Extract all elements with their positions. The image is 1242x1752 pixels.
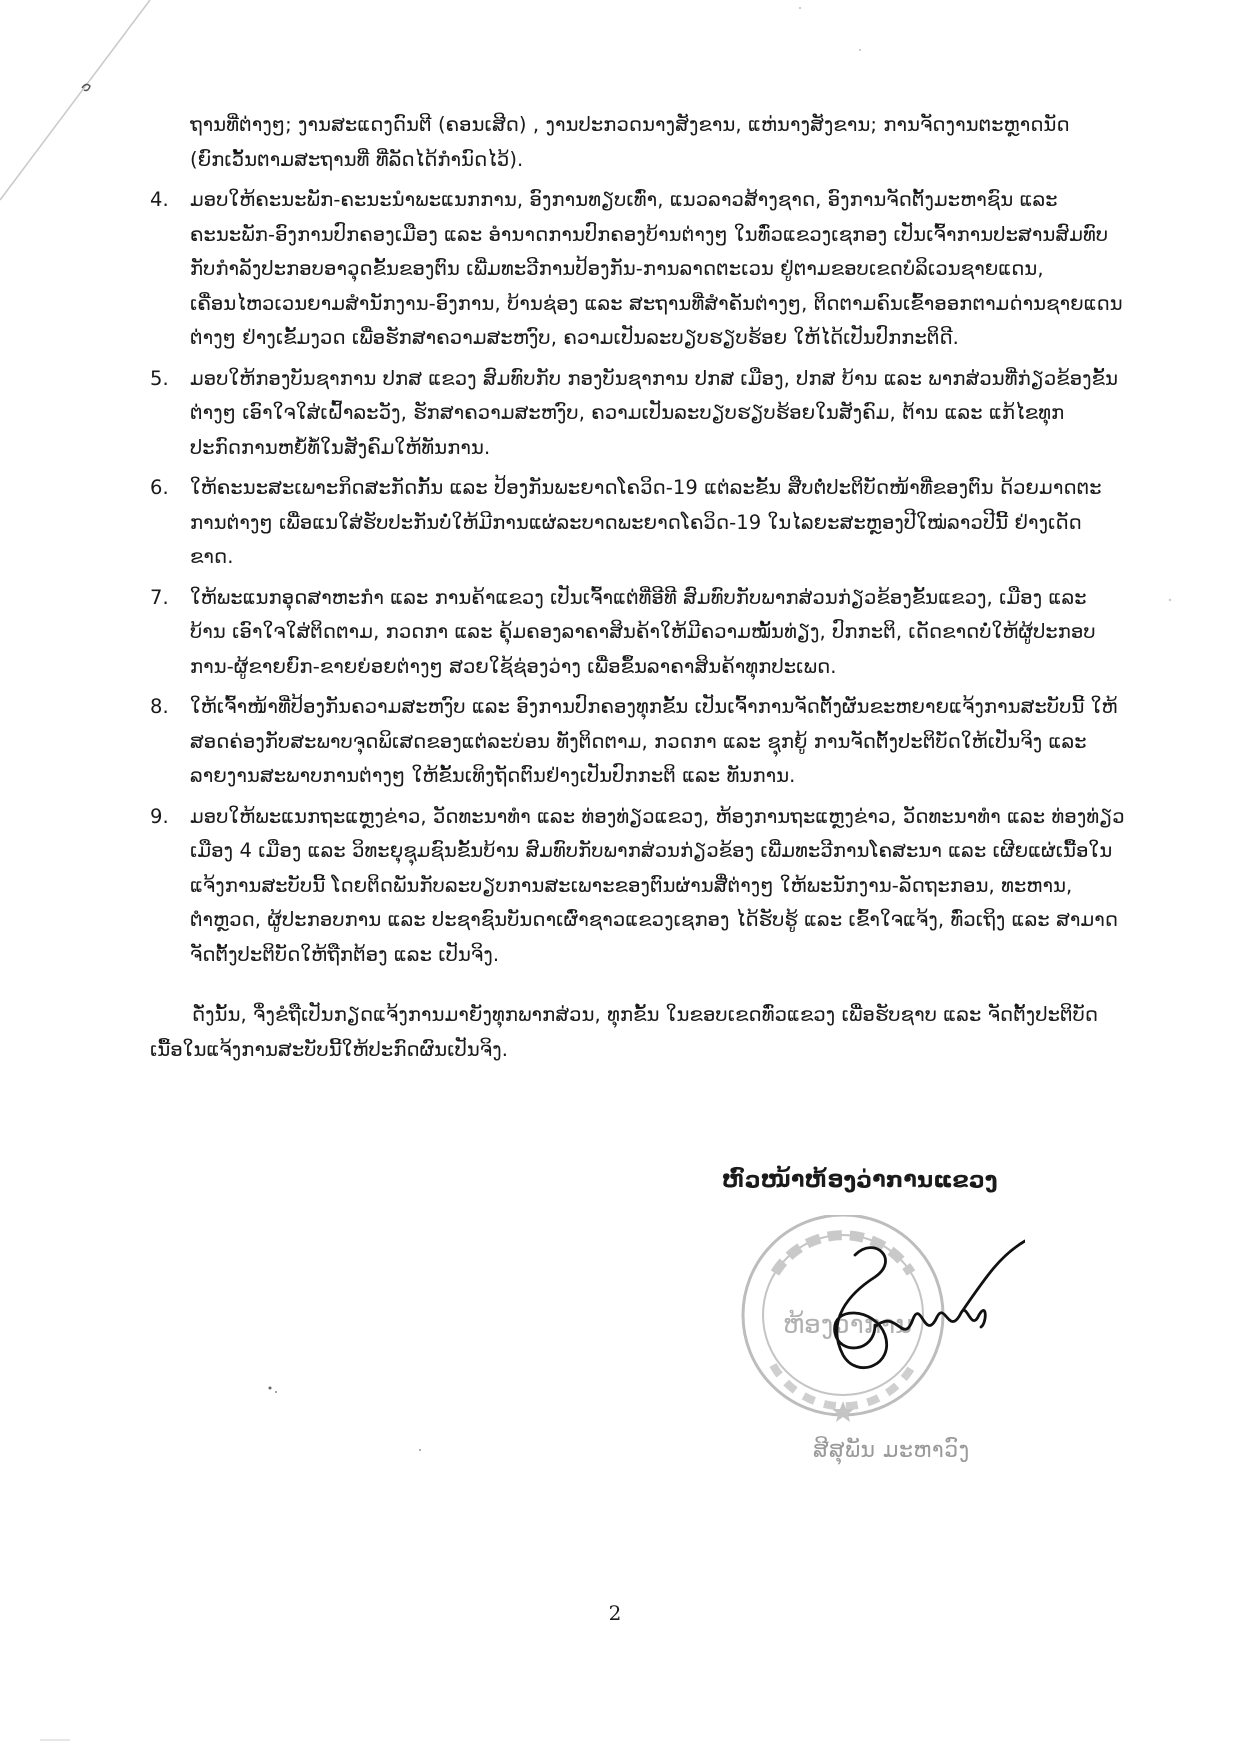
closing-paragraph: ດັ່ງນັ້ນ, ຈຶ່ງຂໍຖືເປັນກຽດແຈ້ງການມາຍັງທຸກພາກສ່ວນ, ທຸກຂັ້ນ ໃນຂອບເຂດທົ່ວແຂວງ ເພື່ອຮັບຊາບ ແລະ ຈັດຕັ້ງປະຕິບັດເນື້ອໃນແຈ້ງການສະບັບນີ້ໃຫ້ປະກົດຜົນເປັນຈິງ. [150,1003,1099,1061]
list-item-number: 5. [150,366,169,390]
page-number: 2 [608,1601,622,1625]
list-item-text: ມອບໃຫ້ກອງບັນຊາການ ປກສ ແຂວງ ສົມທົບກັບ ກອງບັນຊາການ ປກສ ເມືອງ, ປກສ ບ້ານ ແລະ ພາກສ່ວນທີ່ກ່ຽວຂ້ອງຂັ້ນຕ່າງໆ ເອົາໃຈໃສ່ເຝົ້າລະວັງ, ຮັກສາຄວາມສະຫງົບ, ຄວາມເປັນລະບຽບຮຽບຮ້ອຍໃນສັງຄົມ, ຕ້ານ ແລະ ແກ້ໄຂທຸກປະກົດການຫຍໍ້ທໍ້ໃນສັງຄົມໃຫ້ທັນການ. [190,366,1119,459]
list-item-text: ໃຫ້ພະແນກອຸດສາຫະກຳ ແລະ ການຄ້າແຂວງ ເປັນເຈົ້າແຕ່ທີ່ອີທີ ສົມທົບກັບພາກສ່ວນກ່ຽວຂ້ອງຂັ້ນແຂວງ, ເມືອງ ແລະ ບ້ານ ເອົາໃຈໃສ່ຕິດຕາມ, ກວດກາ ແລະ ຄຸ້ມຄອງລາຄາສິນຄ້າໃຫ້ມີຄວາມໝັ້ນທ່ຽງ, ປົກກະຕິ, ເດັດຂາດບໍ່ໃຫ້ຜູ້ປະກອບການ-ຜູ້ຂາຍຍົກ-ຂາຍຍ່ອຍຕ່າງໆ ສວຍໃຊ້ຊ່ອງວ່າງ ເພື່ອຂຶ້ນລາຄາສິນຄ້າທຸກປະເພດ. [190,585,1096,678]
list-item [150,183,1125,356]
list-item-text: ມອບໃຫ້ພະແນກຖະແຫຼງຂ່າວ, ວັດທະນາທຳ ແລະ ທ່ອງທ່ຽວແຂວງ, ຫ້ອງການຖະແຫຼງຂ່າວ, ວັດທະນາທຳ ແລະ ທ່ອງທ່ຽວເມືອງ 4 ເມືອງ ແລະ ວິທະຍຸຊຸມຊົນຂັ້ນບ້ານ ສົມທົບກັບພາກສ່ວນກ່ຽວຂ້ອງ ເພີ່ມທະວີການໂຄສະນາ ແລະ ເຜີຍແຜ່ເນື້ອໃນແຈ້ງການສະບັບນີ້ ໂດຍຕິດພັນກັບລະບຽບການສະເພາະຂອງຕົນຜ່ານສື່ຕ່າງໆ ໃຫ້ພະນັກງານ-ລັດຖະກອນ, ທະຫານ, ຕຳຫຼວດ, ຜູ້ປະກອບການ ແລະ ປະຊາຊົນບັນດາເຜົ່າຊາວແຂວງເຊກອງ ໄດ້ຮັບຮູ້ ແລະ ເຂົ້າໃຈແຈ້ງ, ທົ່ວເຖິງ ແລະ ສາມາດຈັດຕັ້ງປະຕິບັດໃຫ້ຖືກຕ້ອງ ແລະ ເປັນຈິງ. [190,804,1125,966]
list-item-number: 4. [150,188,169,211]
signer-name: ສີສຸພັນ ມະຫາວົງ [813,1438,970,1463]
continuation-paragraph: ຖານທີ່ຕ່າງໆ; ງານສະແດງດົນຕີ (ຄອນເສີດ) , ງານປະກວດນາງສັງຂານ, ແຫ່ນາງສັງຂານ; ການຈັດງານຕະຫຼາດນັດ (ຍົກເວັ້ນຕາມສະຖານທີ່ ທີ່ລັດໄດ້ກຳນົດໄວ້). [190,113,1070,171]
list-item-number: 8. [150,695,169,718]
list-item-number: 7. [150,585,169,609]
signature-title: ຫົວໜ້າຫ້ອງວ່າການແຂວງ [722,1168,998,1193]
stamp-seal-icon [725,1215,1025,1425]
list-item-text: ໃຫ້ຄະນະສະເພາະກິດສະກັດກັ້ນ ແລະ ປ້ອງກັນພະຍາດໂຄວິດ-19 ແຕ່ລະຂັ້ນ ສືບຕໍ່ປະຕິບັດໜ້າທີ່ຂອງຕົນ ດ້ວຍມາດຕະການຕ່າງໆ ເພື່ອແນໃສ່ຮັບປະກັນບໍ່ໃຫ້ມີການແຜ່ລະບາດພະຍາດໂຄວິດ-19 ໃນໄລຍະສະຫຼອງປີໃໝ່ລາວປີນີ້ ຢ່າງເດັດຂາດ. [190,476,1102,568]
list-item-number: 6. [150,476,169,499]
list-item [150,581,1125,685]
official-stamp-and-signature [725,1215,1025,1425]
list-item-number: 9. [150,804,169,828]
document-body [150,108,1125,1067]
list-item-text: ໃຫ້ເຈົ້າໜ້າທີ່ປ້ອງກັນຄວາມສະຫງົບ ແລະ ອົງການປົກຄອງທຸກຂັ້ນ ເປັນເຈົ້າການຈັດຕັ້ງຜັນຂະຫຍາຍແຈ້ງການສະບັບນີ້ ໃຫ້ສອດຄ່ອງກັບສະພາບຈຸດພິເສດຂອງແຕ່ລະບ່ອນ ທັງຕິດຕາມ, ກວດກາ ແລະ ຊຸກຍູ້ ການຈັດຕັ້ງປະຕິບັດໃຫ້ເປັນຈິງ ແລະ ລາຍງານສະພາບການຕ່າງໆ ໃຫ້ຂັ້ນເທິງຖັດຕົນຢ່າງເປັນປົກກະຕິ ແລະ ທັນການ. [190,695,1118,787]
stamp-text: ຫ້ອງວ່າການ [783,1310,913,1340]
list-item [150,800,1125,973]
list-item [150,471,1125,575]
list-item [150,690,1125,794]
list-item-text: ມອບໃຫ້ຄະນະພັກ-ຄະນະນຳພະແນກການ, ອົງການທຽບເທົ່າ, ແນວລາວສ້າງຊາດ, ອົງການຈັດຕັ້ງມະຫາຊົນ ແລະ ຄະນະພັກ-ອົງການປົກຄອງເມືອງ ແລະ ອຳນາດການປົກຄອງບ້ານຕ່າງໆ ໃນທົ່ວແຂວງເຊກອງ ເປັນເຈົ້າການປະສານສົມທົບກັບກຳລັງປະກອບອາວຸດຂັ້ນຂອງຕົນ ເພີ່ມທະວີການປ້ອງກັນ-ການລາດຕະເວນ ຢູ່ຕາມຂອບເຂດບໍລິເວນຊາຍແດນ, ເຄື່ອນໄຫວເວນຍາມສຳນັກງານ-ອົງການ, ບ້ານຊ່ອງ ແລະ ສະຖານທີ່ສຳຄັນຕ່າງໆ, ຕິດຕາມຄົນເຂົ້າອອກຕາມດ່ານຊາຍແດນຕ່າງໆ ຢ່າງເຂັ້ມງວດ ເພື່ອຮັກສາຄວາມສະຫງົບ, ຄວາມເປັນລະບຽບຮຽບຮ້ອຍ ໃຫ້ໄດ້ເປັນປົກກະຕິດີ. [190,188,1123,349]
list-item [150,362,1125,466]
